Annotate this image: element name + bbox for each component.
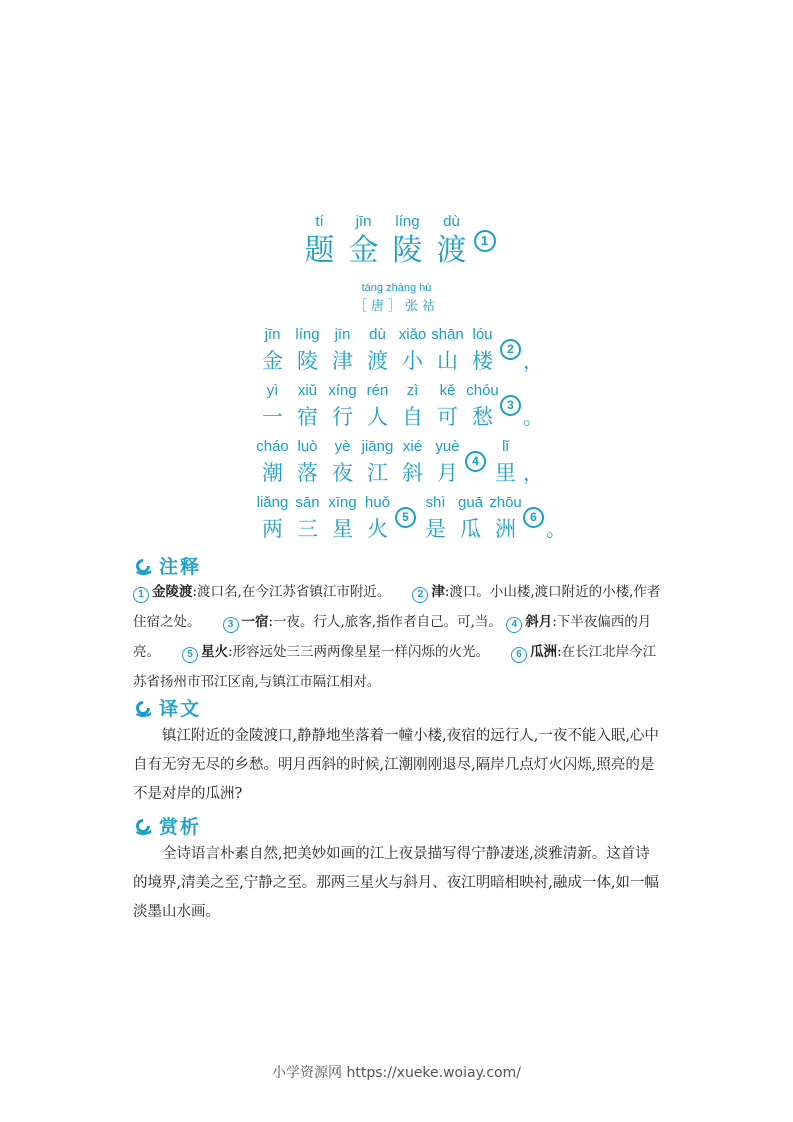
title-char-cell xyxy=(298,212,342,270)
poem-pinyin: kě xyxy=(439,382,456,399)
poem-pinyin: huǒ xyxy=(364,494,391,511)
note-term: 星火 xyxy=(201,644,228,660)
poem-pinyin: dù xyxy=(369,326,386,343)
poem-char-cell xyxy=(255,380,290,432)
translation-text: 镇江附近的金陵渡口,静静地坐落着一幢小楼,夜宿的远行人,一夜不能入眠,心中自有无穷无尽的乡愁。明月西斜的时候,江潮刚刚退尽,隔岸几点灯火闪烁,照亮的是不是对岸的瓜洲? xyxy=(133,728,659,802)
poem-char-cell xyxy=(255,436,290,488)
poem-pinyin: guā xyxy=(457,494,484,511)
poem-char-cell xyxy=(290,436,325,488)
poem-line-2 xyxy=(255,380,543,432)
poem-char: 一 xyxy=(262,405,283,429)
title-char: 题 xyxy=(304,233,335,268)
poem-pinyin: lóu xyxy=(472,326,493,343)
swirl-icon xyxy=(133,816,153,836)
poem-pinyin: xié xyxy=(402,438,423,455)
note-number: 3 xyxy=(223,617,239,633)
poem-char-cell xyxy=(395,380,430,432)
poem-char: 人 xyxy=(367,405,388,429)
poem-char: 月 xyxy=(437,461,458,485)
poem-pinyin: xíng xyxy=(328,382,357,399)
title-pinyin: tí xyxy=(315,213,324,230)
poem-footnote-mark: 5 xyxy=(395,507,416,528)
poem-char: 金 xyxy=(262,349,283,373)
poem-pinyin: xiǎo xyxy=(398,326,427,343)
poem-char: 是 xyxy=(425,517,446,541)
note-text: :一夜。行人,旅客,指作者自己。可,当。 xyxy=(268,614,502,630)
poem-punctuation: 。 xyxy=(546,517,566,541)
poem-footnote-mark: 2 xyxy=(500,339,521,360)
poem-title xyxy=(0,212,793,270)
title-pinyin: líng xyxy=(395,213,420,230)
note-number: 1 xyxy=(133,587,149,603)
author-pinyin xyxy=(0,276,793,295)
poem-char-cell xyxy=(290,492,325,544)
poem-char: 渡 xyxy=(367,349,388,373)
poem-char: 可 xyxy=(437,405,458,429)
poem-char: 落 xyxy=(297,461,318,485)
poem-pinyin: zhōu xyxy=(489,494,522,511)
poem-footnote-mark: 4 xyxy=(465,451,486,472)
note-term: 斜月 xyxy=(525,614,553,630)
title-char: 陵 xyxy=(392,233,423,268)
poem-char-cell xyxy=(430,324,465,376)
poem-pinyin: yè xyxy=(334,438,351,455)
poem-char-cell xyxy=(488,436,523,488)
note-term: 金陵渡 xyxy=(152,584,193,600)
poem-char-cell xyxy=(360,380,395,432)
poem-footnote-mark: 6 xyxy=(523,507,544,528)
author-pinyin-text: táng zhāng hù xyxy=(361,282,432,294)
note-number: 2 xyxy=(412,587,428,603)
poem-pinyin: shān xyxy=(431,326,464,343)
poem-pinyin: jiāng xyxy=(361,438,394,455)
poem-char-cell xyxy=(325,380,360,432)
poem-char: 山 xyxy=(437,349,458,373)
title-char: 渡 xyxy=(436,233,467,268)
poem-char: 宿 xyxy=(297,405,318,429)
poem-pinyin: sān xyxy=(295,494,320,511)
poem-char: 陵 xyxy=(297,349,318,373)
poem-pinyin: lǐ xyxy=(502,438,509,455)
note-term: 一宿 xyxy=(241,614,269,630)
poem-line-1 xyxy=(255,324,543,376)
author-name: ［唐］张祜 xyxy=(353,299,439,314)
poem-pinyin: jīn xyxy=(334,326,351,343)
poem-char-cell xyxy=(290,380,325,432)
poem-char-cell xyxy=(488,492,523,544)
note-text: :下半夜偏西的月亮。 xyxy=(133,614,652,660)
poem-char: 洲 xyxy=(495,517,516,541)
poem-char-cell xyxy=(360,436,395,488)
poem-pinyin: jīn xyxy=(264,326,281,343)
note-text: :在长江北岸今江苏省扬州市邗江区南,与镇江市隔江相对。 xyxy=(133,644,657,690)
note-item xyxy=(133,584,390,600)
poem-char-cell xyxy=(430,436,465,488)
poem-char: 行 xyxy=(332,405,353,429)
appreciation-heading xyxy=(133,812,201,839)
poem-pinyin: yuè xyxy=(435,438,460,455)
poem-char-cell xyxy=(360,492,395,544)
appreciation-text: 全诗语言朴素自然,把美妙如画的江上夜景描写得宁静凄迷,淡雅清新。这首诗的境界,清美之至,宁静之至。那两三星火与斜月、夜江明暗相映衬,融成一体,如一幅淡墨山水画。 xyxy=(133,846,659,920)
poem-line-4 xyxy=(255,492,566,544)
notes-heading-text: 注释 xyxy=(159,556,202,578)
title-char: 金 xyxy=(348,233,379,268)
poem-char-cell xyxy=(430,380,465,432)
poem-char-cell xyxy=(255,324,290,376)
swirl-icon xyxy=(133,556,153,576)
poem-char-cell xyxy=(290,324,325,376)
poem-pinyin: liǎng xyxy=(256,494,289,511)
note-term: 瓜洲 xyxy=(530,644,558,660)
translation-heading-text: 译文 xyxy=(159,698,202,720)
poem-char: 两 xyxy=(262,517,283,541)
note-text: :形容远处三三两两像星星一样闪烁的火光。 xyxy=(228,644,490,660)
poem-char: 津 xyxy=(332,349,353,373)
poem-pinyin: luò xyxy=(297,438,318,455)
poem-char: 里 xyxy=(495,461,516,485)
poem-char-cell xyxy=(465,380,500,432)
poem-char: 江 xyxy=(367,461,388,485)
poem-char-cell xyxy=(395,436,430,488)
poem-char-cell xyxy=(255,492,290,544)
note-term: 津 xyxy=(431,584,445,600)
poem-pinyin: zì xyxy=(406,382,419,399)
poem-char-cell xyxy=(418,492,453,544)
poem-char-cell xyxy=(465,324,500,376)
poem-pinyin: shì xyxy=(425,494,446,511)
note-number: 6 xyxy=(511,647,527,663)
notes-body xyxy=(133,577,663,697)
poem-pinyin: rén xyxy=(366,382,389,399)
poem-char: 楼 xyxy=(472,349,493,373)
title-char-cell xyxy=(342,212,386,270)
poem-char: 火 xyxy=(367,517,388,541)
note-item xyxy=(223,614,502,630)
notes-heading xyxy=(133,552,201,579)
poem-char: 瓜 xyxy=(460,517,481,541)
poem-char: 潮 xyxy=(262,461,283,485)
poem-punctuation: ， xyxy=(523,349,543,373)
poem-pinyin: xīng xyxy=(328,494,357,511)
title-char-cell xyxy=(430,212,474,270)
poem-title-block xyxy=(0,212,793,314)
poem-char: 自 xyxy=(402,405,423,429)
poem-char-cell xyxy=(395,324,430,376)
poem-char-cell xyxy=(360,324,395,376)
title-pinyin: jīn xyxy=(355,213,372,230)
poem-char: 愁 xyxy=(472,405,493,429)
footer-source: 小学资源网 https://xueke.woiay.com/ xyxy=(272,1065,521,1081)
note-text: :渡口。小山楼,渡口附近的小楼,作者住宿之处。 xyxy=(133,584,661,630)
poem-punctuation: 。 xyxy=(523,405,543,429)
note-number: 4 xyxy=(506,617,522,633)
poem-char: 星 xyxy=(332,517,353,541)
poem-pinyin: xiǔ xyxy=(297,382,318,399)
poem-char-cell xyxy=(325,436,360,488)
poem-pinyin: cháo xyxy=(256,438,289,455)
poem-footnote-mark: 3 xyxy=(500,395,521,416)
poem-char: 夜 xyxy=(332,461,353,485)
note-number: 5 xyxy=(182,647,198,663)
poem-line-3 xyxy=(255,436,543,488)
translation-heading xyxy=(133,694,201,721)
poem-pinyin: líng xyxy=(295,326,320,343)
poem-char-cell xyxy=(453,492,488,544)
poem-char: 斜 xyxy=(402,461,423,485)
poem-punctuation: ， xyxy=(523,461,543,485)
poem-char: 小 xyxy=(402,349,423,373)
poem-char-cell xyxy=(325,324,360,376)
note-text: :渡口名,在今江苏省镇江市附近。 xyxy=(192,584,391,600)
poem-pinyin: yì xyxy=(266,382,279,399)
title-pinyin: dù xyxy=(443,213,460,230)
poem-char-cell xyxy=(325,492,360,544)
author-line xyxy=(0,295,793,314)
title-footnote-mark: 1 xyxy=(474,230,496,252)
note-item xyxy=(182,644,489,660)
poem-pinyin: chóu xyxy=(466,382,499,399)
title-char-cell xyxy=(386,212,430,270)
poem-char: 三 xyxy=(297,517,318,541)
appreciation-heading-text: 赏析 xyxy=(159,816,202,838)
swirl-icon xyxy=(133,698,153,718)
